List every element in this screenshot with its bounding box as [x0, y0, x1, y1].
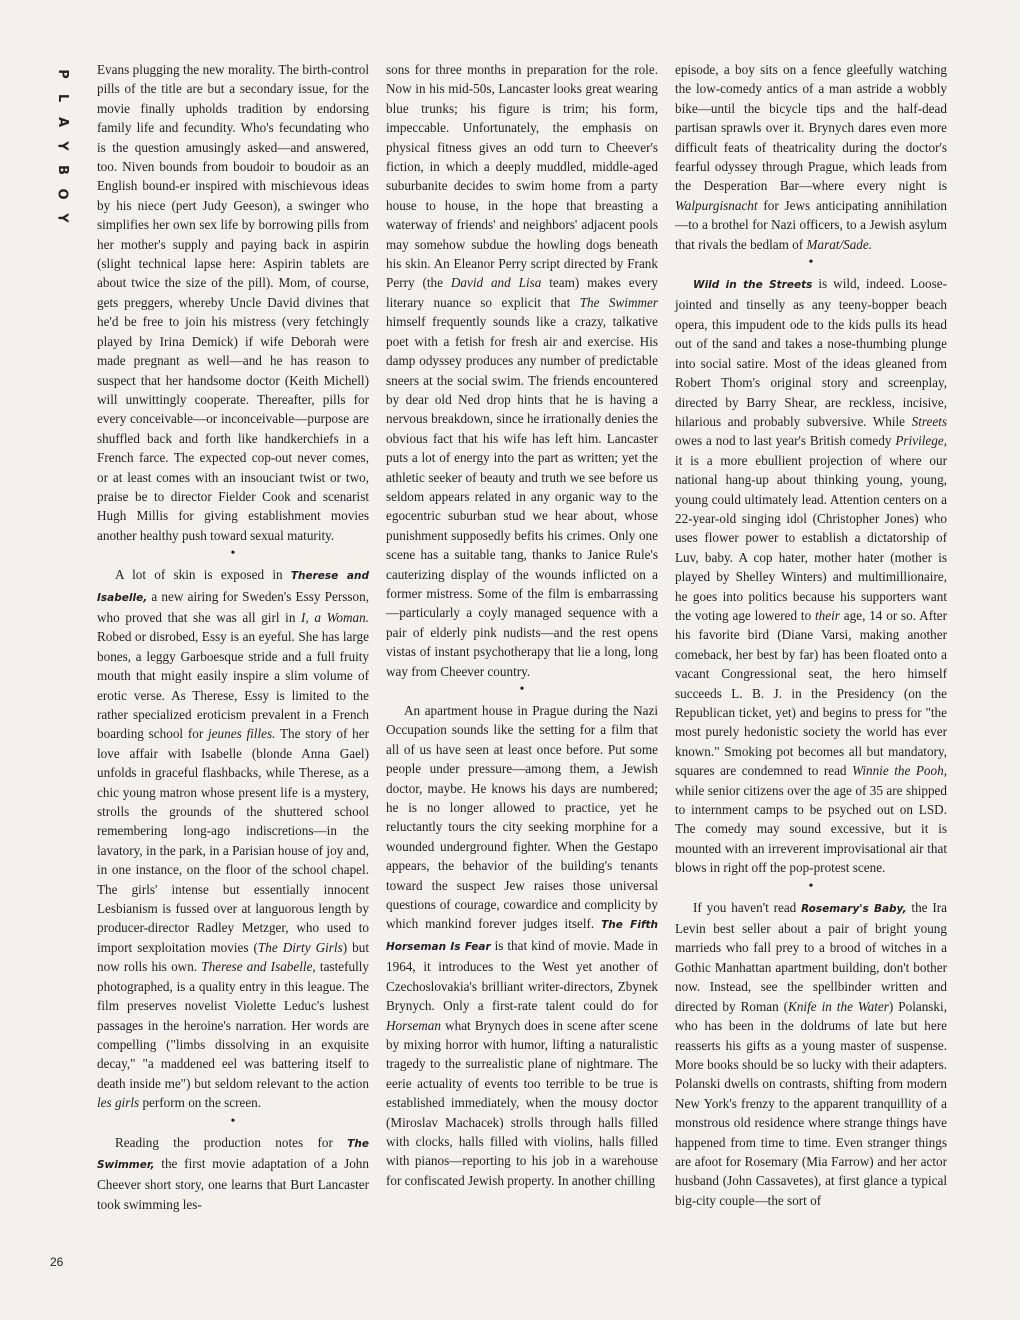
text: The story of her love affair with Isabelle (blonde Anna Gael) unfolds in graceful flashbacks, while Therese, as a chic young matron whose present life is a mystery, strolls the grounds of the shuttered school remembering long-ago indiscretions—in the lavatory, in the park, in a Parisian house of joy and, in one instance, on the floor of the school chapel. The girls' intense but essentially innocent Lesbianism is fussed over at languorous length by producer-director Radley Metzger, who used to import sexploitation movies ( — [97, 726, 369, 955]
masthead-letter: L — [54, 93, 70, 103]
text: age, 14 or so. After his favorite bird (Diane Varsi, making another comeback, her best by far) has been floated onto a vacant Congressional seat, the hero himself succeeds L. B. J. in the Presidency (on the Republican ticket, yet) and begins to press for "the most purely hedonistic society the world has ever known." Smoking pot becomes all but mandatory, squares are condemned to read — [675, 607, 947, 779]
separator: • — [230, 546, 236, 562]
paragraph — [97, 565, 369, 1112]
page-number: 26 — [50, 1255, 64, 1269]
text: is wild, indeed. Loose-jointed and tinselly as any teeny-bopper beach opera, this impudent ode to the kids pulls its head out of the sand and takes a nose-thumbing plunge into social satire. Most of the ideas gleaned from Robert Thom's original story and screenplay, directed by Barry Shear, are reckless, incisive, hilarious and probably subversive. While — [675, 276, 947, 429]
text: it is a more ebullient projection of where our national hang-up about thinking young, young, young could ultimately lead. Attention centers on a 22-year-old singing idol (Christopher Jones) who uses flower power to establish a dictatorship of Luv, baby. A cop hater, mother hater (mother is played by Shelley Winters) and multimillionaire, he goes into politics because his supporters want the voting age lowered to — [675, 452, 947, 623]
paragraph — [675, 60, 947, 254]
film-title: The Fifth Horseman Is Fear — [386, 919, 659, 953]
paragraph — [675, 274, 947, 878]
text: is that kind of movie. Made in 1964, it introduces to the West yet another of Czechoslovakia's brilliant writer-directors, Zbynek Brynych. Only a first-rate talent could do for — [386, 937, 658, 1014]
text: An apartment house in Prague during the Nazi Occupation sounds like the setting for a film that all of us have seen at least once before. Put some people under pressure—among them, a Jewish doctor, maybe. He knows his days are numbered; he is no longer allowed to practice, yet he reluctantly tours the city seeking morphine for a wounded underground fighter. When the Gestapo appears, the behavior of the building's tenants toward the suspect Jew raises those universal questions of courage, cowardice and complicity by which mankind forever judges itself. — [386, 703, 658, 932]
text: episode, a boy sits on a fence gleefully watching the low-comedy antics of a man astride a wobbly bike—until the bicycle tips and the half-dead partisan sprawls over it. Brynych dares even more difficult feats of theatricality during the doctor's fearful odyssey through Prague, which leads from the Desperation Bar—where every night is — [675, 62, 947, 194]
text: himself frequently sounds like a crazy, talkative poet with a fetish for fresh air and exercise. His damp odyssey produces any number of predictable sneers at the social swim. The friends encountered by dear old Ned drop hints that he is having a nervous breakdown, since he irrationally denies the obvious fact that his wife has left him. Lancaster puts a lot of energy into the part as written; yet the athletic seeker of beauty and truth we see before us seldom appears related in any organic way to the egocentric suburban stud we hear about, whose punishment supposedly befits his crimes. Only one scene has a suitable tang, thanks to Janice Rule's cauterizing display of the wounds inflicted on a former mistress. Some of the film is embarrassing—particularly a coyly managed sequence with a pair of elderly pink nudists—and the rest opens vistas of instant psychotherapy that lie a long, long way from Cheever country. — [386, 314, 658, 679]
text: a new airing for Sweden's Essy Persson, who proved that she was all girl in — [97, 588, 369, 625]
italic-text: their — [815, 607, 840, 623]
paragraph — [97, 1133, 369, 1215]
masthead — [52, 62, 72, 230]
text: team) makes every literary nuance so explicit that — [386, 275, 659, 310]
masthead-letter: Y — [54, 213, 70, 223]
masthead-letter: Y — [54, 141, 70, 151]
separator: • — [808, 878, 814, 894]
masthead-letter: A — [55, 116, 70, 128]
paragraph — [386, 701, 658, 1190]
text: A lot of skin is exposed in — [115, 567, 291, 583]
film-title: Horseman — [386, 1017, 441, 1033]
masthead-letter: P — [55, 69, 70, 79]
text: the Ira Levin best seller about a pair of bright young marrieds who fall prey to a brood of witches in a Gothic Manhattan apartment building, don't bother now. Instead, see the spellbinder written and directed by Roman ( — [675, 899, 947, 1014]
text: Evans plugging the new morality. The birth-control pills of the title are but a secondary issue, for the movie finally upholds tradition by endorsing family life and fecundity. Who's fecundating who is the question amusingly asked—and answered, too. Niven bounds from boudoir to boudoir as an English bound-er inspired with mischievous ideas by his niece (pert Judy Geeson), a swinger who simplifies her own sex life by borrowing pills from her mother's supply and paying back in aspirin (slight technical lapse here: Aspirin tablets are about twice the size of the pill). Mom, of course, gets preggers, whereby Uncle David divines that he'd be free to join his mistress (very fetchingly played by Irina Demick) if wife Deborah were made pregnant as well—and he has reason to suspect that her handsome doctor (Keith Michell) will unwittingly cooperate. Thereafter, pills for every conceivable—or inconceivable—purpose are shuffled back and forth like handkerchiefs in a French farce. The expected cop-out never comes, or at least comes with an insouciant twist or two, praise be to director Fielder Cook and scenarist Hugh Millis for giving establishment movies another healthy push toward sexual maturity. — [97, 62, 369, 543]
italic-text: jeunes filles. — [208, 726, 276, 742]
film-title: Therese and Isabelle, — [97, 570, 369, 604]
separator: • — [230, 1113, 236, 1129]
text: tastefully photographed, is a quality entry in this league. The film preserves novelist Violette Leduc's lushest passages in the heroine's narration. Her words are compelling ("limbs dissolving in an exquisite decay," "a maddened eel was battering itself to death inside me") but seldom relevant to the action — [97, 959, 369, 1091]
film-title: Privilege, — [895, 433, 947, 449]
film-title: The Dirty Girls — [257, 939, 343, 955]
italic-text: Walpurgisnacht — [675, 197, 758, 213]
column-3 — [675, 60, 947, 1210]
text: owes a nod to last year's British comedy — [675, 433, 896, 449]
separator: • — [808, 255, 814, 271]
film-title: Therese and Isabelle, — [201, 959, 316, 975]
film-title: Wild in the Streets — [693, 279, 813, 292]
text: Reading the production notes for — [115, 1134, 348, 1150]
text: sons for three months in preparation for the role. Now in his mid-50s, Lancaster looks great wearing blue trunks; his figure is trim; his form, impeccable. Unfortunately, the emphasis on physical fitness gives an odd turn to Cheever's fiction, in which a deeply muddled, middle-aged suburbanite decides to swim home from a party house to house, in the hope that breasting a waterway of friends' and neighbors' adjacent pools may somehow subdue the howling dogs beneath his skin. An Eleanor Perry script directed by Frank Perry (the — [386, 62, 658, 291]
text: ) Polanski, who has been in the doldrums of late but here reasserts his gifts as a young master of suspense. More books should be so lucky with their adapters. Polanski dwells on contrasts, shifting from modern New York's frenzy to the apparent tranquillity of a monstrous old residence where strange things have happened from time to time. Even stranger things are afoot for Rosemary (Mia Farrow) and her actor husband (John Cassavetes), at first glance a typical big-city couple—the sort of — [675, 998, 947, 1208]
text: ) but now rolls his own. — [97, 939, 370, 975]
masthead-letter: B — [54, 165, 70, 175]
film-title: I, a Woman. — [301, 609, 369, 625]
text: Robed or disrobed, Essy is an eyeful. She has large bones, a leggy Garboesque stride and a full fruity mouth that might easily inspire a slim volume of erotic verse. As Therese, Essy is limited to the rather specialized eroticism prevalent in a French boarding school for — [97, 629, 369, 742]
film-title: Marat/Sade. — [806, 236, 873, 252]
column-2 — [386, 60, 658, 1190]
text: If you haven't read — [693, 899, 802, 915]
film-title: Knife in the Water — [788, 998, 889, 1014]
column-1 — [97, 60, 369, 1214]
text: what Brynych does in scene after scene by mixing horror with humor, lifting a naturalistic tragedy to the surrealistic plane of nightmare. The eerie actuality of events too terrible to be true is established immediately, when the mousy doctor (Miroslav Machacek) strolls through halls filled with clocks, halls filled with violins, halls filled with pianos—reporting to his job in a warehouse for confiscated Jewish property. In another chilling — [386, 1017, 658, 1188]
film-title: David and Lisa — [450, 275, 542, 291]
film-title: The Swimmer — [579, 294, 658, 310]
text: while senior citizens over the age of 35 are shipped to internment camps to be psyched out on LSD. The comedy may sound excessive, but it is mounted with an irreverent improvisational air that blows in right off the pop-protest scene. — [675, 782, 947, 876]
paragraph — [97, 60, 369, 545]
masthead-letter: O — [55, 188, 70, 200]
text: perform on the screen. — [139, 1095, 262, 1111]
italic-text: les girls — [97, 1095, 140, 1111]
text: for Jews anticipating annihilation—to a brothel for Nazi officers, to a Jewish asylum that rivals the bedlam of — [675, 197, 947, 252]
text: the first movie adaptation of a John Cheever short story, one learns that Burt Lancaster took swimming les- — [97, 1155, 369, 1212]
separator: • — [519, 682, 525, 697]
film-title: Rosemary's Baby, — [801, 902, 907, 915]
paragraph — [386, 60, 658, 681]
film-title: The Swimmer, — [97, 1137, 369, 1171]
paragraph — [675, 898, 947, 1211]
book-title: Winnie the Pooh, — [852, 763, 947, 779]
film-title: Streets — [911, 413, 947, 429]
